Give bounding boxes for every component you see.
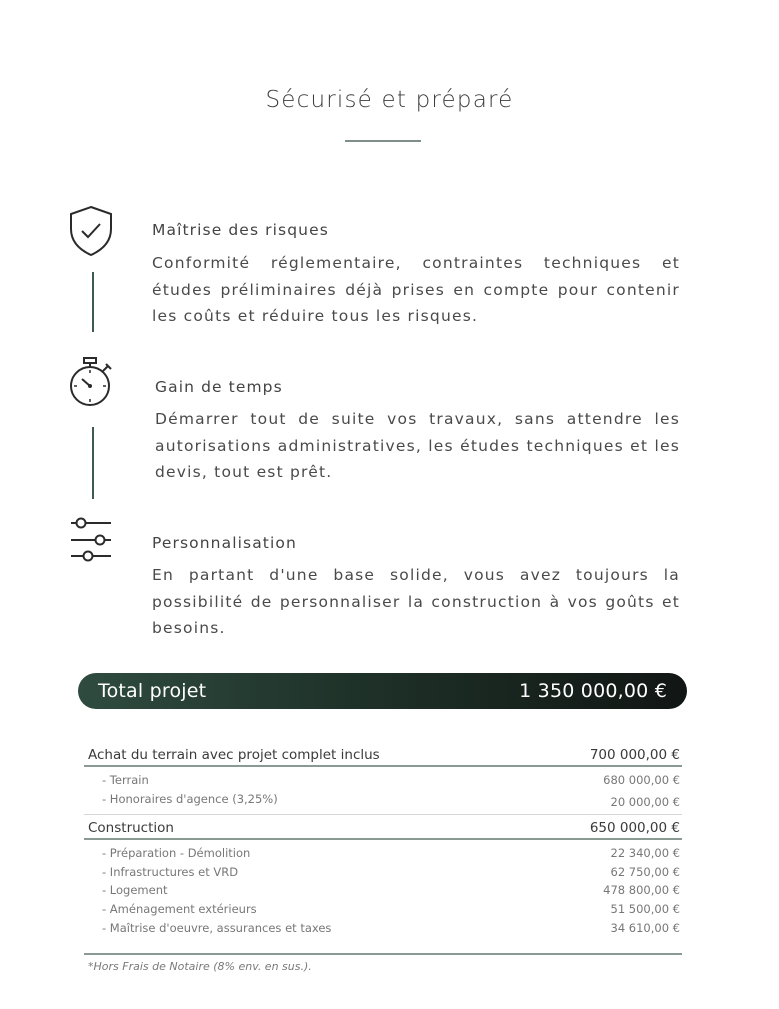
budget-subrow: [88, 773, 680, 789]
stopwatch-icon: [68, 355, 116, 409]
row-value: 20 000,00 €: [610, 795, 680, 809]
budget-row-construction: [88, 820, 680, 838]
row-label: Achat du terrain avec projet complet inclus: [88, 747, 380, 763]
row-value: 478 800,00 €: [603, 883, 680, 897]
total-value: 1 350 000,00 €: [519, 680, 667, 702]
row-divider: [84, 765, 682, 767]
row-label: - Honoraires d'agence (3,25%): [102, 792, 278, 806]
feature-text: En partant d'une base solide, vous avez toujours la possibilité de personnaliser la construction à vos goûts et besoins.: [152, 566, 680, 637]
row-label: - Maîtrise d'oeuvre, assurances et taxes: [102, 921, 332, 935]
connector-line: [92, 427, 94, 499]
row-value: 62 750,00 €: [610, 865, 680, 879]
budget-subrow: [88, 792, 680, 808]
feature-title: Maîtrise des risques: [152, 221, 329, 239]
shield-check-icon: [68, 205, 114, 257]
row-label: - Préparation - Démolition: [102, 846, 251, 860]
row-label: - Terrain: [102, 773, 149, 787]
row-divider: [84, 838, 682, 840]
budget-subrow: [88, 921, 680, 937]
row-value: 22 340,00 €: [610, 846, 680, 860]
budget-subrow: [88, 883, 680, 899]
footnote: *Hors Frais de Notaire (8% env. en sus.).: [88, 960, 312, 973]
row-value: 680 000,00 €: [603, 773, 680, 787]
page-title: Sécurisé et préparé: [265, 87, 514, 113]
budget-row-land: [88, 747, 680, 765]
row-label: - Infrastructures et VRD: [102, 865, 239, 879]
row-value: 700 000,00 €: [589, 747, 680, 763]
feature-title: Gain de temps: [155, 378, 283, 396]
row-divider: [84, 814, 682, 815]
total-label: Total projet: [98, 680, 207, 702]
total-project-bar: [78, 673, 687, 709]
row-value: 34 610,00 €: [610, 921, 680, 935]
row-label: - Aménagement extérieurs: [102, 902, 257, 916]
row-label: - Logement: [102, 883, 168, 897]
row-value: 51 500,00 €: [610, 902, 680, 916]
row-value: 650 000,00 €: [589, 820, 680, 836]
feature-text: Conformité réglementaire, contraintes techniques et études préliminaires déjà prises en compte pour contenir les coûts et réduire tous les risques.: [152, 254, 680, 325]
connector-line: [92, 272, 94, 332]
title-divider: [345, 140, 421, 142]
row-label: Construction: [88, 820, 174, 836]
budget-subrow: [88, 865, 680, 881]
sliders-icon: [70, 516, 112, 562]
budget-subrow: [88, 846, 680, 862]
row-divider: [84, 953, 682, 955]
budget-subrow: [88, 902, 680, 918]
feature-text: Démarrer tout de suite vos travaux, sans attendre les autorisations administratives, les études techniques et les devis, tout est prêt.: [155, 410, 680, 481]
feature-title: Personnalisation: [152, 534, 297, 552]
